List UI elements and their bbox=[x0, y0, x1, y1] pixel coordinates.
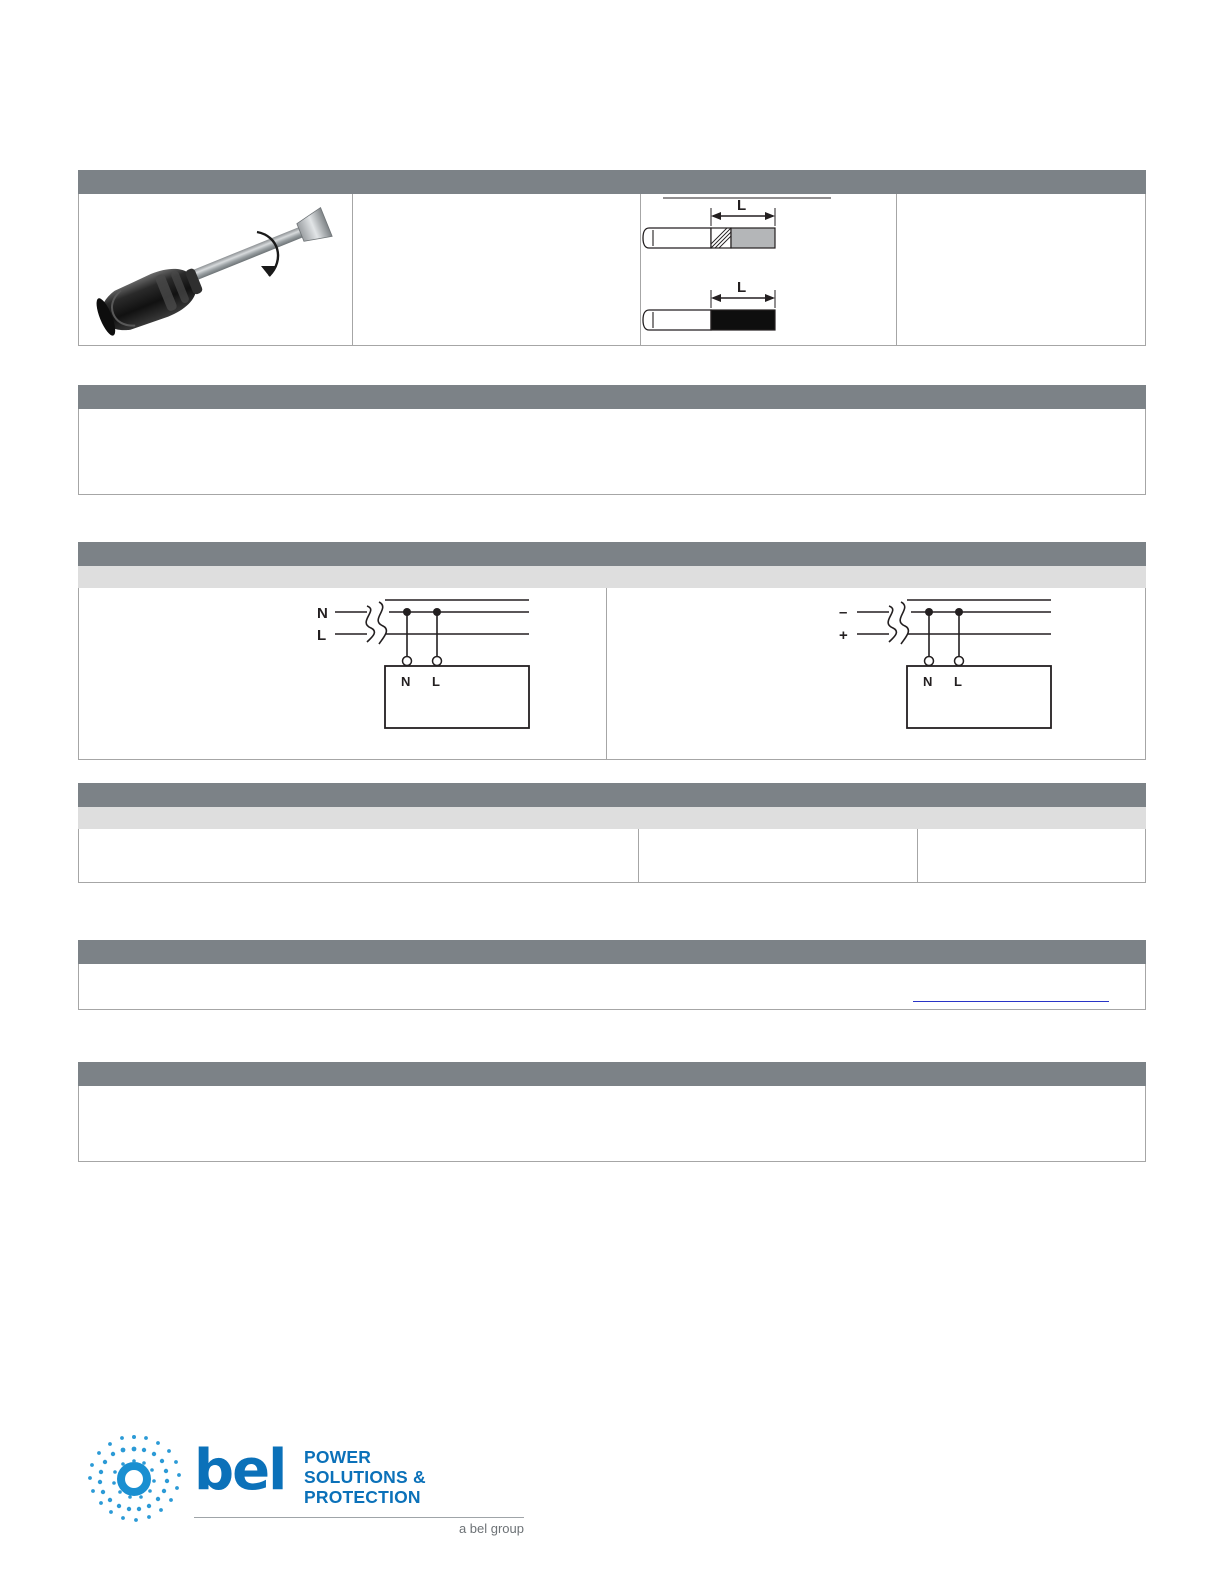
section-documentation bbox=[78, 940, 1146, 1010]
svg-text:N: N bbox=[401, 674, 411, 689]
spec-cell-unit bbox=[918, 829, 1145, 882]
dc-wiring-diagram bbox=[607, 588, 1145, 759]
logo-divider bbox=[194, 1517, 524, 1518]
svg-text:–: – bbox=[838, 604, 847, 621]
section-specifications bbox=[78, 783, 1146, 883]
spec-cell-description bbox=[79, 829, 639, 882]
section-installation-header bbox=[78, 170, 1146, 194]
section-specifications-body bbox=[78, 829, 1146, 883]
screwdriver-illustration bbox=[79, 194, 352, 345]
mounting-text bbox=[79, 409, 1145, 494]
section-documentation-header bbox=[78, 940, 1146, 964]
section-wiring-subheader bbox=[78, 566, 1146, 588]
logo-tagline-line-2: SOLUTIONS & bbox=[304, 1467, 426, 1487]
logo-wordmark: bel bbox=[194, 1438, 286, 1503]
cell-dc-wiring-diagram bbox=[607, 588, 1145, 759]
cell-ac-wiring-diagram bbox=[79, 588, 607, 759]
logo-subtitle: a bel group bbox=[458, 1521, 524, 1536]
cell-strip-length-value bbox=[897, 194, 1145, 345]
screwdriver-icon bbox=[79, 194, 353, 345]
svg-text:+: + bbox=[838, 627, 848, 644]
svg-text:L: L bbox=[432, 674, 440, 689]
logo-tagline-line-1: POWER bbox=[304, 1447, 372, 1467]
documentation-text-cell bbox=[79, 964, 1145, 1009]
ac-wiring-diagram bbox=[79, 588, 607, 759]
footer-logo bbox=[82, 1425, 524, 1545]
section-mounting-body bbox=[78, 409, 1146, 495]
spec-cell-value bbox=[639, 829, 918, 882]
section-wiring-header bbox=[78, 542, 1146, 566]
section-specifications-header bbox=[78, 783, 1146, 807]
svg-text:L: L bbox=[736, 197, 746, 214]
bel-dot-burst-icon bbox=[82, 1427, 186, 1531]
svg-text:L: L bbox=[317, 627, 327, 644]
svg-text:N: N bbox=[317, 605, 328, 622]
section-notes-body bbox=[78, 1086, 1146, 1162]
section-installation bbox=[78, 170, 1146, 346]
section-installation-body bbox=[78, 194, 1146, 346]
svg-text:L: L bbox=[953, 674, 962, 689]
logo-tagline bbox=[304, 1447, 426, 1507]
section-wiring bbox=[78, 542, 1146, 760]
section-wiring-body bbox=[78, 588, 1146, 760]
section-mounting bbox=[78, 385, 1146, 495]
cell-tool-description bbox=[353, 194, 641, 345]
documentation-link[interactable] bbox=[913, 1000, 1109, 1002]
section-documentation-body bbox=[78, 964, 1146, 1010]
svg-text:N: N bbox=[922, 674, 933, 689]
logo-tagline-line-3: PROTECTION bbox=[304, 1487, 421, 1507]
cell-wire-strip bbox=[641, 194, 897, 345]
section-mounting-header bbox=[78, 385, 1146, 409]
section-notes-header bbox=[78, 1062, 1146, 1086]
notes-text bbox=[79, 1086, 1145, 1161]
svg-text:L: L bbox=[736, 279, 746, 296]
section-specifications-subheader bbox=[78, 807, 1146, 829]
cell-screwdriver bbox=[79, 194, 353, 345]
section-notes bbox=[78, 1062, 1146, 1162]
wire-strip-diagram bbox=[641, 194, 897, 345]
